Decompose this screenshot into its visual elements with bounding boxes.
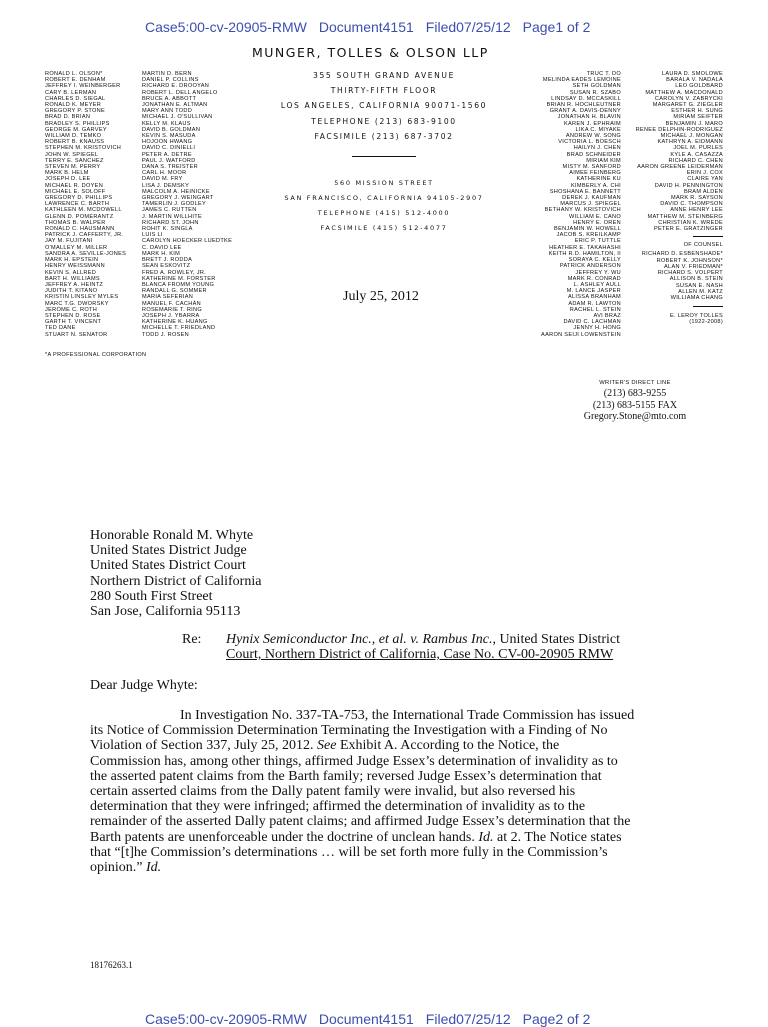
letter-date: July 25, 2012	[343, 289, 419, 304]
attorney-column-2	[142, 71, 232, 338]
attorney-name: WILLIAM D. TEMKO	[45, 133, 102, 140]
attorney-name: JENNY H. HONG	[573, 325, 621, 332]
attorney-name: MARGARET G. ZIEGLER	[652, 102, 723, 109]
attorney-name: BETHANY W. KRISTOVICH	[544, 207, 621, 214]
attorney-name: HAILYN J. CHEN	[573, 145, 621, 152]
sf-address-line: FACSIMILE (415) 512-4077	[320, 224, 448, 232]
body-text: opinion.”	[90, 860, 146, 876]
of-counsel-name: ALLISON B. STEIN	[669, 276, 723, 283]
of-counsel-label: OF COUNSEL	[683, 242, 723, 249]
body-line	[90, 769, 690, 784]
attorney-name: GRANT A. DAVIS-DENNY	[549, 108, 621, 115]
attorney-name: MELINDA EADES LEMOINE	[542, 77, 621, 84]
re-line-1	[226, 632, 620, 647]
attorney-name: ROBERT B. KNAUSS	[45, 139, 105, 146]
attorney-name: GREGORY D. PHILLIPS	[45, 195, 113, 202]
attorney-name: BLANCA FROMM YOUNG	[142, 281, 215, 288]
attorney-name: MICHAEL R. DOYEN	[45, 182, 104, 189]
attorney-name: RENEE DELPHIN-RODRIGUEZ	[635, 126, 723, 133]
attorney-name: MATTHEW A. MACDONALD	[645, 89, 723, 96]
attorney-name: AIMEE FEINBERG	[569, 170, 621, 177]
attorney-name: STUART N. SENATOR	[45, 331, 108, 338]
attorney-name: STEVEN M. PERRY	[45, 164, 101, 171]
sf-office-address	[266, 179, 502, 239]
attorney-name: BENJAMIN W. HOWELL	[554, 226, 621, 233]
attorney-name: MARTIN D. BERN	[142, 71, 192, 77]
attorney-name: LUIS LI	[142, 232, 163, 239]
attorney-name: JOSEPH J. YBARRA	[142, 312, 200, 319]
recipient-line: United States District Court	[90, 558, 246, 574]
attorney-name: BRADLEY S. PHILLIPS	[45, 120, 110, 127]
body-line	[90, 814, 690, 829]
attorney-name: DANIEL P. COLLINS	[142, 77, 199, 84]
attorney-name: JONATHAN E. ALTMAN	[142, 102, 208, 109]
attorney-name: BENJAMIN J. MARO	[665, 120, 723, 127]
attorney-name: MALCOLM A. HEINICKE	[142, 188, 210, 195]
of-counsel-name: ALAN V. FRIEDMAN*	[664, 263, 723, 270]
of-counsel-name: ROBERT K. JOHNSON*	[656, 257, 723, 264]
citation: Id.	[478, 829, 494, 845]
attorney-name: L. ASHLEY AULL	[573, 281, 621, 288]
attorney-name: THOMAS B. WALPER	[45, 219, 106, 226]
attorney-name: LISA J. DEMSKY	[142, 182, 190, 189]
attorney-name: RONALD L. OLSON*	[45, 71, 103, 77]
founder-divider	[693, 306, 723, 307]
attorney-name: PETER A. DETRE	[142, 151, 192, 158]
direct-line-label: WRITER'S DIRECT LINE	[599, 380, 671, 386]
attorney-name: SETH GOLDMAN	[572, 83, 621, 90]
attorney-name: PETER E. GRATZINGER	[654, 226, 723, 233]
attorney-name: JEFFREY Y. WU	[575, 269, 621, 276]
attorney-name: KELLY M. KLAUS	[142, 120, 191, 127]
la-address-line: FACSIMILE (213) 687-3702	[314, 131, 454, 141]
attorney-column-3	[541, 71, 621, 338]
stamp-document: Document4151	[318, 19, 414, 35]
body-line	[90, 845, 690, 860]
attorney-name: CHARLES D. SIEGAL	[45, 95, 106, 102]
attorney-name: BRUCE A. ABBOTT	[142, 95, 197, 102]
footer-stamp-filed: Filed07/25/12	[425, 1011, 511, 1027]
attorney-name: BRIAN R. HOCHLEUTNER	[546, 102, 621, 109]
attorney-name: MARK B. HELM	[45, 170, 89, 177]
of-counsel-name: RICHARD D. ESBENSHADE*	[641, 251, 723, 258]
attorney-name: GARTH T. VINCENT	[45, 319, 102, 326]
attorney-name: RANDALL G. SOMMER	[142, 288, 207, 295]
body-line	[90, 830, 690, 845]
attorney-name: JOEL M. PURLES	[673, 145, 723, 152]
attorney-name: KATHLEEN M. MCDOWELL	[45, 207, 122, 214]
attorney-name: JOSEPH D. LEE	[45, 176, 91, 183]
attorney-name: RICHARD E. DROOYAN	[142, 83, 210, 90]
attorney-name: ANDREW W. SONG	[565, 133, 621, 140]
attorney-name: TODD J. ROSEN	[142, 331, 189, 338]
attorney-name: MATTHEW M. STEINBERG	[647, 213, 723, 220]
citation: Id.	[146, 860, 162, 876]
attorney-name: RICHARD ST. JOHN	[142, 219, 199, 226]
attorney-name: KATHERINE KU	[576, 176, 621, 183]
writer-direct-line	[575, 380, 695, 423]
attorney-name: M. LANCE JASPER	[566, 288, 621, 295]
attorney-name: WILLIAM E. CANO	[568, 213, 621, 220]
attorney-name: RONALD K. MEYER	[45, 102, 102, 109]
attorney-column-4	[636, 71, 723, 326]
attorney-name: PAUL J. WATFORD	[142, 157, 196, 164]
citation: See	[317, 738, 337, 754]
attorney-name: DAVID C. THOMPSON	[660, 201, 723, 208]
body-text: remainder of the asserted Dally patent claims; and affirmed Judge Essex’s determination that the	[90, 814, 631, 830]
attorney-name: MARCUS J. SPIEGEL	[560, 201, 621, 208]
body-line	[90, 708, 690, 723]
footer-stamp	[145, 1011, 602, 1027]
of-counsel-name: RICHARD S. VOLPERT	[657, 270, 723, 277]
attorney-name: RACHEL L. STEIN	[569, 306, 621, 313]
attorney-name: TED DANE	[45, 325, 76, 332]
attorney-name: ANNE HENRY LEE	[670, 207, 723, 214]
attorney-name: BART H. WILLIAMS	[45, 275, 100, 282]
writer-email: Gregory.Stone@mto.com	[583, 411, 687, 423]
attorney-name: MIRIAM KIM	[586, 157, 621, 164]
body-line	[90, 784, 690, 799]
document-number: 18176263.1	[90, 960, 133, 970]
attorney-name: AARON SEIJI LOWENSTEIN	[541, 331, 621, 338]
recipient-line: San Jose, California 95113	[90, 604, 241, 620]
attorney-name: MARK H. KIM	[142, 250, 181, 257]
of-counsel-divider	[693, 236, 723, 237]
attorney-name: MARK R. SAYSON	[671, 195, 723, 202]
attorney-name: JEFFREY I. WEINBERGER	[45, 83, 121, 90]
attorney-name: HENRY WEISSMANN	[45, 263, 105, 270]
attorney-name: ROBERT L. DELL ANGELO	[142, 89, 218, 96]
attorney-name: DEREK J. KAUFMAN	[562, 195, 621, 202]
address-divider	[352, 156, 416, 157]
body-text: its Notice of Commission Determination Terminating the Investigation with a Finding of No	[90, 723, 608, 739]
attorney-name: GLENN D. POMERANTZ	[45, 213, 114, 220]
founder-line: E. LEROY TOLLES	[669, 313, 723, 320]
sf-address-line: 560 MISSION STREET	[334, 179, 434, 187]
attorney-name: JONATHAN H. BLAVIN	[557, 114, 621, 121]
attorney-name: LEO GOLDBARD	[675, 83, 723, 90]
recipient-line: United States District Judge	[90, 543, 247, 559]
attorney-name: HEATHER E. TAKAHASHI	[549, 244, 621, 251]
attorney-name: MANUEL F. CACHÁN	[142, 300, 201, 307]
writer-fax: (213) 683-5155 FAX	[592, 399, 678, 411]
attorney-name: BRAD D. BRIAN	[45, 114, 91, 121]
attorney-name: GEORGE M. GARVEY	[45, 126, 107, 133]
attorney-name: BARALA V. NADALA	[666, 77, 723, 84]
attorney-name: MICHAEL J. O'SULLIVAN	[142, 114, 213, 121]
la-address-line: THIRTY-FIFTH FLOOR	[330, 86, 438, 96]
attorney-name: CHRISTIAN K. WREDE	[658, 219, 723, 226]
attorney-name: LAURA D. SMOLOWE	[661, 71, 723, 77]
attorney-name: STEPHEN D. ROSE	[45, 312, 101, 319]
la-office-address	[270, 71, 498, 147]
attorney-name: RICHARD C. CHEN	[668, 157, 723, 164]
attorney-name: JUDITH T. KITANO	[45, 288, 98, 295]
attorney-name: DAVID C. LACHMAN	[563, 319, 621, 326]
attorney-name: KATHRYN A. EIDMANN	[657, 139, 723, 146]
footer-stamp-page: Page2 of 2	[522, 1011, 591, 1027]
attorney-name: ROHIT K. SINGLA	[142, 226, 193, 233]
body-text: at 2. The Notice states	[493, 829, 622, 845]
attorney-name: ROSEMARIE T. RING	[142, 306, 203, 313]
la-address-line: 355 SOUTH GRAND AVENUE	[313, 71, 455, 80]
attorney-name: FRED A. ROWLEY, JR.	[142, 269, 207, 276]
attorney-name: JEFFREY A. HEINTZ	[45, 281, 104, 288]
body-text: Barth patents are unenforceable under the doctrine of unclean hands.	[90, 829, 479, 845]
recipient-line: Honorable Ronald M. Whyte	[90, 528, 254, 543]
attorney-name: LIKA C. MIYAKE	[575, 126, 621, 133]
body-line	[90, 799, 690, 814]
attorney-name: J. MARTIN WILLHITE	[142, 213, 202, 220]
attorney-name: SUSAN R. SZABO	[569, 89, 621, 96]
attorney-name: MICHAEL E. SOLOFF	[45, 188, 106, 195]
body-line	[90, 723, 690, 738]
attorney-name: KRISTIN LINSLEY MYLES	[45, 294, 119, 301]
attorney-name: BRAD SCHNEIDER	[566, 151, 621, 158]
footer-stamp-document: Document4151	[318, 1011, 414, 1027]
attorney-column-1	[45, 71, 126, 338]
la-address-line: LOS ANGELES, CALIFORNIA 90071-1560	[280, 101, 488, 111]
attorney-name: BRAM ALDEN	[683, 188, 723, 195]
founder-line: (1922-2008)	[689, 319, 723, 326]
body-text: Exhibit A. According to the Notice, the	[336, 738, 560, 754]
attorney-name: DAVID H. PENNINGTON	[654, 182, 723, 189]
recipient-line: 280 South First Street	[90, 588, 213, 604]
recipient-line: Northern District of California	[90, 573, 262, 589]
attorney-name: DANA S. TREISTER	[142, 164, 198, 171]
salutation: Dear Judge Whyte:	[90, 678, 198, 693]
attorney-name: LINDSAY D. MCCASKILL	[551, 95, 621, 102]
footer-stamp-case: Case5:00-cv-20905-RMW	[145, 1011, 307, 1027]
attorney-name: AVI BRAZ	[593, 312, 621, 319]
attorney-name: MARC T.G. DWORSKY	[45, 300, 109, 307]
attorney-name: JAY M. FUJITANI	[45, 238, 93, 245]
attorney-name: MARK R. CONRAD	[567, 275, 621, 282]
body-text: In Investigation No. 337-TA-753, the International Trade Commission has issued	[180, 708, 635, 723]
attorney-name: TAMERLIN J. GODLEY	[142, 201, 207, 208]
attorney-name: SORAYA C. KELLY	[568, 257, 621, 264]
attorney-name: TRUC T. DO	[586, 71, 621, 77]
of-counsel-name: SUSAN E. NASH	[675, 282, 723, 289]
attorney-name: PATRICK ANDERSON	[559, 263, 621, 270]
attorney-name: MARIA SEFERIAN	[142, 294, 194, 301]
of-counsel-name: ALLEN M. KATZ	[678, 288, 723, 295]
case-caption: Hynix Semiconductor Inc., et al. v. Rambus Inc.	[226, 632, 493, 647]
body-paragraph	[90, 708, 690, 875]
attorney-name: KEITH R.D. HAMILTON, II	[548, 250, 621, 257]
body-text: Violation of Section 337, July 25, 2012.	[90, 738, 318, 754]
attorney-name: KIMBERLY A. CHI	[571, 182, 621, 189]
attorney-name: TERRY E. SANCHEZ	[45, 157, 104, 164]
attorney-name: VICTORIA L. BOESCH	[558, 139, 621, 146]
attorney-name: KAREN J. EPHRAIM	[563, 120, 621, 127]
attorney-name: STEPHEN M. KRISTOVICH	[45, 145, 122, 152]
body-line	[90, 738, 690, 753]
recipient-address	[90, 528, 261, 619]
stamp-filed: Filed07/25/12	[425, 19, 511, 35]
attorney-name: KATHERINE M. FORSTER	[142, 275, 216, 282]
attorney-name: ROBERT E. DENHAM	[45, 77, 106, 84]
attorney-name: KEVIN S. ALLRED	[45, 269, 97, 276]
attorney-name: MICHAEL J. MONGAN	[660, 133, 723, 140]
of-counsel-name: WILLIAMA CHANG	[670, 294, 723, 301]
firm-name: MUNGER, TOLLES & OLSON LLP	[252, 45, 489, 60]
attorney-name: DAVID M. FRY	[142, 176, 183, 183]
sf-address-line: TELEPHONE (415) 512-4000	[317, 209, 451, 217]
attorney-name: GREGORY P. STONE	[45, 108, 106, 115]
attorney-name: GREGORY J. WEINGART	[142, 195, 214, 202]
re-label: Re:	[182, 632, 202, 647]
body-line	[90, 860, 690, 875]
attorney-name: DAVID B. GOLDMAN	[142, 126, 201, 133]
attorney-name: DAVID C. DINIELLI	[142, 145, 196, 152]
body-text: the asserted patent claims from the Barth family; reversed Judge Essex’s determination that	[90, 768, 602, 784]
attorney-name: ALISSA BRANHAM	[567, 294, 621, 301]
professional-corporation-footnote: *A PROFESSIONAL CORPORATION	[45, 352, 147, 358]
attorney-name: LAWRENCE C. BARTH	[45, 201, 110, 208]
attorney-name: PATRICK J. CAFFERTY, JR.	[45, 232, 124, 239]
attorney-name: JAMES C. RUTTEN	[142, 207, 197, 214]
attorney-name: SHOSHANA E. BANNETT	[549, 188, 621, 195]
stamp-page: Page1 of 2	[522, 19, 591, 35]
attorney-name: AARON GREENE LEIDERMAN	[637, 164, 723, 171]
attorney-name: ADAM R. LAWTON	[568, 300, 621, 307]
attorney-name: CAROLYN V. ZABRYCKI	[654, 95, 723, 102]
attorney-name: MARY ANN TODD	[142, 108, 193, 115]
body-text: certain asserted claims from the Dally patent family were invalid, but also reversed his	[90, 784, 576, 800]
attorney-name: JEROME C. ROTH	[45, 306, 98, 313]
attorney-name: CARL H. MOOR	[142, 170, 187, 177]
re-line-1-rest: , United States District	[492, 632, 620, 647]
attorney-name: SANDRA A. SEVILLE-JONES	[45, 250, 127, 257]
stamp-case: Case5:00-cv-20905-RMW	[145, 19, 307, 35]
attorney-name: ERIN J. COX	[686, 170, 723, 177]
attorney-name: BRETT J. RODDA	[142, 257, 193, 264]
attorney-name: KATHERINE K. HUANG	[142, 319, 208, 326]
attorney-name: MICHELLE T. FRIEDLAND	[142, 325, 216, 332]
writer-phone: (213) 683-9255	[603, 388, 667, 400]
re-line-2: Court, Northern District of California, Case No. CV-00-20905 RMW	[226, 647, 614, 662]
attorney-name: CARY B. LERMAN	[45, 89, 97, 96]
body-text: determination that they were infringed; affirmed the determination of invalidity as to the	[90, 799, 586, 815]
attorney-name: CAROLYN HOECKER LUEDTKE	[142, 238, 233, 245]
attorney-name: ESTHER H. SUNG	[671, 108, 723, 115]
body-line	[90, 754, 690, 769]
attorney-name: CLAIRE YAN	[687, 176, 723, 183]
attorney-name: JOHN W. SPIEGEL	[45, 151, 99, 158]
attorney-name: HOJOON HWANG	[142, 139, 193, 146]
attorney-name: KYLE A. CASAZZA	[670, 151, 723, 158]
attorney-name: MISTY M. SANFORD	[562, 164, 621, 171]
header-stamp	[145, 19, 602, 35]
attorney-name: KEVIN S. MASUDA	[142, 133, 196, 140]
attorney-name: MARK H. EPSTEIN	[45, 257, 99, 264]
attorney-name: JACOB S. KREILKAMP	[556, 232, 621, 239]
body-text: that “[t]he Commission’s determinations … will be set forth more fully in the Commission’s	[90, 844, 608, 860]
attorney-name: HENRY E. OREN	[573, 219, 621, 226]
body-text: Commission has, among other things, affirmed Judge Essex’s determination of invalidity as to	[90, 753, 618, 769]
sf-address-line: SAN FRANCISCO, CALIFORNIA 94105-2907	[284, 194, 484, 202]
attorney-name: MIRIAM SEIFTER	[673, 114, 723, 121]
attorney-name: RONALD C. HAUSMANN	[45, 226, 115, 233]
attorney-name: ERIC P. TUTTLE	[574, 238, 621, 245]
attorney-name: C. DAVID LEE	[142, 244, 182, 251]
la-address-line: TELEPHONE (213) 683-9100	[311, 116, 457, 126]
attorney-name: O'MALLEY M. MILLER	[45, 244, 108, 251]
attorney-name: SEAN ESKOVITZ	[142, 263, 191, 270]
